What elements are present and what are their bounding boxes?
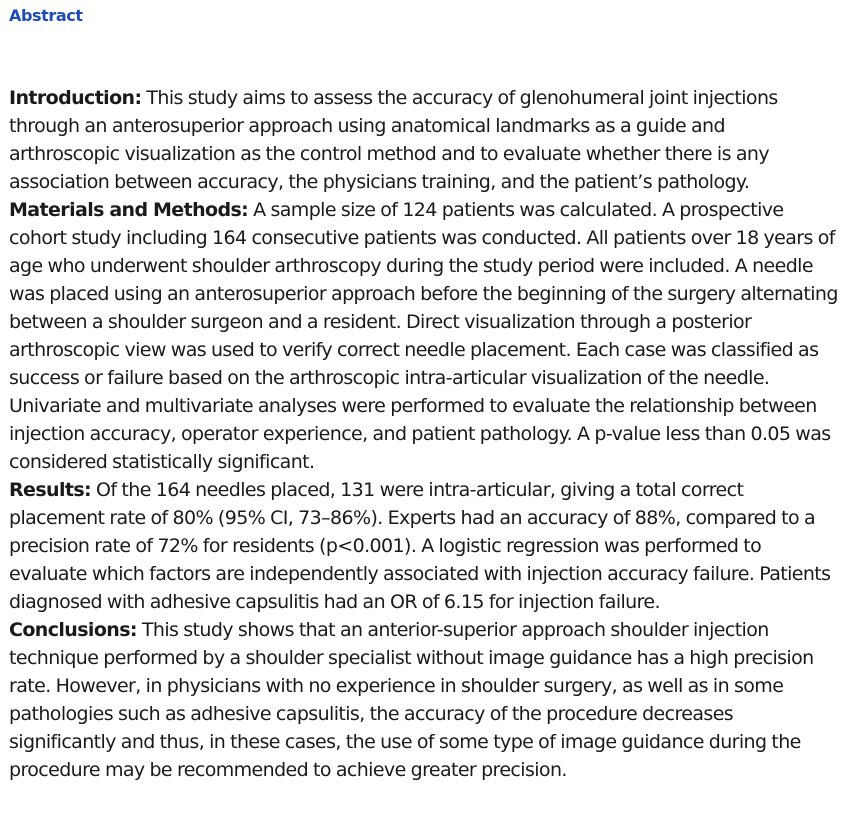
section-text-introduction: This study aims to assess the accuracy of glenohumeral joint injections through an anterosuperior approach using anatomical landmarks as a guide and arthroscopic visualization as the control method and to evaluate whether there is any association between accuracy, the physicians training, and the patient’s pathology. xyxy=(9,87,778,193)
section-label-introduction: Introduction: xyxy=(9,87,142,109)
section-text-methods: A sample size of 124 patients was calculated. A prospective cohort study including 164 consecutive patients was conducted. All patients over 18 years of age who underwent shoulder arthroscopy during the study period were included. A needle was placed using an anterosuperior approach before the beginning of the surgery alternating between a shoulder surgeon and a resident. Direct visualization through a posterior arthroscopic view was used to verify correct needle placement. Each case was classified as success or failure based on the arthroscopic intra-articular visualization of the needle. Univariate and multivariate analyses were performed to evaluate the relationship between injection accuracy, operator experience, and patient pathology. A p-value less than 0.05 was considered statistically significant. xyxy=(9,199,838,473)
abstract-heading: Abstract xyxy=(9,6,83,25)
section-introduction xyxy=(9,84,839,196)
abstract-body xyxy=(9,84,839,784)
section-label-methods: Materials and Methods: xyxy=(9,199,249,221)
section-text-results: Of the 164 needles placed, 131 were intra-articular, giving a total correct placement rate of 80% (95% CI, 73–86%). Experts had an accuracy of 88%, compared to a precision rate of 72% for residents (p<0.001). A logistic regression was performed to evaluate which factors are independently associated with injection accuracy failure. Patients diagnosed with adhesive capsulitis had an OR of 6.15 for injection failure. xyxy=(9,479,831,613)
section-results xyxy=(9,476,839,616)
section-label-conclusions: Conclusions: xyxy=(9,619,137,641)
section-conclusions xyxy=(9,616,839,784)
section-methods xyxy=(9,196,839,476)
section-label-results: Results: xyxy=(9,479,92,501)
section-text-conclusions: This study shows that an anterior-superior approach shoulder injection technique performed by a shoulder specialist without image guidance has a high precision rate. However, in physicians with no experience in shoulder surgery, as well as in some pathologies such as adhesive capsulitis, the accuracy of the procedure decreases significantly and thus, in these cases, the use of some type of image guidance during the procedure may be recommended to achieve greater precision. xyxy=(9,619,814,781)
